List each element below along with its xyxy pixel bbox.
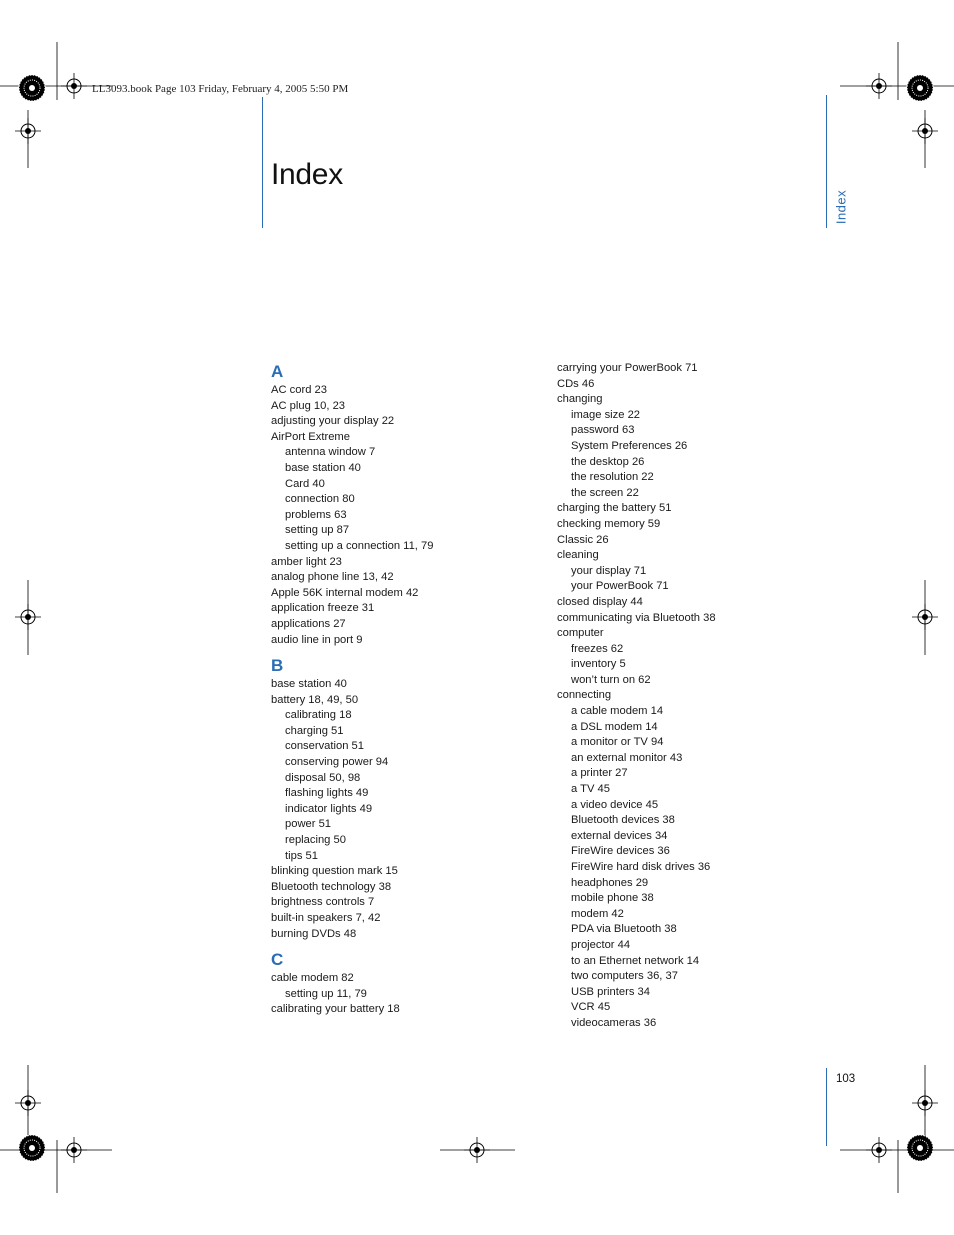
index-entry: cleaning: [557, 549, 599, 562]
side-tab: [832, 187, 850, 227]
index-subentry: your display 71: [571, 564, 647, 577]
index-subentry: inventory 5: [571, 658, 626, 671]
index-subentry: a printer 27: [571, 767, 628, 780]
index-subentry: conservation 51: [285, 740, 364, 753]
index-subentry: setting up a connection 11, 79: [285, 539, 434, 552]
index-subentry: a cable modem 14: [571, 705, 664, 718]
index-entry: Classic 26: [557, 533, 609, 546]
index-entry: burning DVDs 48: [271, 927, 357, 940]
index-subentry: replacing 50: [285, 834, 346, 847]
index-subentry: antenna window 7: [285, 446, 376, 459]
index-section: [271, 655, 541, 942]
index-subentry: projector 44: [571, 938, 631, 951]
index-entry: connecting: [557, 689, 612, 702]
index-subentry: won’t turn on 62: [571, 673, 651, 686]
index-entry: blinking question mark 15: [271, 865, 398, 878]
index-subentry: the screen 22: [571, 486, 639, 499]
index-subentry: modem 42: [571, 907, 624, 920]
index-entry: brightness controls 7: [271, 896, 375, 909]
index-subentry: external devices 34: [571, 829, 668, 842]
book-slug-line: LL3093.book Page 103 Friday, February 4, 2005 5:50 PM: [92, 83, 349, 95]
index-subentry: a DSL modem 14: [571, 720, 658, 733]
index-entry: CDs 46: [557, 377, 595, 390]
index-section: [271, 949, 541, 1018]
index-section: [271, 361, 541, 648]
index-subentry: USB printers 34: [571, 985, 650, 998]
index-subentry: PDA via Bluetooth 38: [571, 923, 677, 936]
index-entry: applications 27: [271, 617, 346, 630]
index-entry: AirPort Extreme: [271, 430, 350, 443]
side-tab-label: Index: [833, 189, 849, 225]
index-entry: analog phone line 13, 42: [271, 571, 394, 584]
index-subentry: image size 22: [571, 408, 641, 421]
index-subentry: an external monitor 43: [571, 751, 683, 764]
index-entry: application freeze 31: [271, 602, 375, 615]
section-letter: B: [271, 656, 284, 676]
index-subentry: password 63: [571, 424, 635, 437]
index-subentry: problems 63: [285, 508, 347, 521]
index-subentry: calibrating 18: [285, 709, 352, 722]
title-rule: [262, 97, 263, 228]
index-subentry: flashing lights 49: [285, 787, 369, 800]
index-subentry: charging 51: [285, 724, 344, 737]
index-subentry: disposal 50, 98: [285, 771, 361, 784]
index-subentry: two computers 36, 37: [571, 970, 678, 983]
index-subentry: to an Ethernet network 14: [571, 954, 700, 967]
page-title: Index: [271, 158, 343, 191]
index-entry: base station 40: [271, 678, 347, 691]
index-subentry: FireWire devices 36: [571, 845, 670, 858]
index-subentry: headphones 29: [571, 876, 649, 889]
page-number-rule: [826, 1068, 827, 1146]
index-subentry: Card 40: [285, 477, 325, 490]
index-entry: computer: [557, 627, 604, 640]
index-subentry: Bluetooth devices 38: [571, 814, 675, 827]
index-subentry: freezes 62: [571, 642, 624, 655]
index-subentry: the resolution 22: [571, 471, 654, 484]
page-number: 103: [836, 1073, 856, 1085]
index-entry: checking memory 59: [557, 517, 661, 530]
index-subentry: mobile phone 38: [571, 892, 654, 905]
index-entry: Bluetooth technology 38: [271, 880, 392, 893]
index-entry: calibrating your battery 18: [271, 1003, 400, 1016]
index-subentry: the desktop 26: [571, 455, 645, 468]
index-entry: closed display 44: [557, 595, 643, 608]
index-subentry: a TV 45: [571, 783, 610, 796]
index-subentry: conserving power 94: [285, 756, 389, 769]
index-entry: charging the battery 51: [557, 502, 672, 515]
index-subentry: your PowerBook 71: [571, 580, 669, 593]
index-subentry: a monitor or TV 94: [571, 736, 664, 749]
index-entry: AC plug 10, 23: [271, 399, 346, 412]
index-column-left: [271, 361, 541, 1018]
index-entry: Apple 56K internal modem 42: [271, 586, 419, 599]
index-entry: audio line in port 9: [271, 633, 363, 646]
index-entry: amber light 23: [271, 555, 342, 568]
index-subentry: indicator lights 49: [285, 802, 373, 815]
index-subentry: connection 80: [285, 493, 355, 506]
index-entry: changing: [557, 393, 603, 406]
index-subentry: base station 40: [285, 461, 361, 474]
index-subentry: videocameras 36: [571, 1016, 657, 1029]
index-entry: battery 18, 49, 50: [271, 693, 359, 706]
side-tab-rule: [826, 95, 827, 228]
index-subentry: setting up 11, 79: [285, 987, 367, 1000]
index-subentry: VCR 45: [571, 1001, 611, 1014]
index-entry: built-in speakers 7, 42: [271, 912, 381, 924]
index-subentry: tips 51: [285, 849, 318, 862]
index-subentry: System Preferences 26: [571, 439, 688, 452]
index-subentry: FireWire hard disk drives 36: [571, 861, 711, 873]
index-entry: communicating via Bluetooth 38: [557, 611, 716, 624]
index-subentry: power 51: [285, 818, 332, 831]
section-letter: C: [271, 950, 284, 970]
index-subentry: setting up 87: [285, 524, 350, 537]
index-column-right: [557, 361, 827, 1032]
index-entry: adjusting your display 22: [271, 415, 395, 428]
section-letter: A: [271, 362, 284, 381]
index-entry: cable modem 82: [271, 972, 354, 985]
index-subentry: a video device 45: [571, 798, 659, 811]
index-entry: carrying your PowerBook 71: [557, 362, 698, 374]
index-entry: AC cord 23: [271, 384, 327, 396]
